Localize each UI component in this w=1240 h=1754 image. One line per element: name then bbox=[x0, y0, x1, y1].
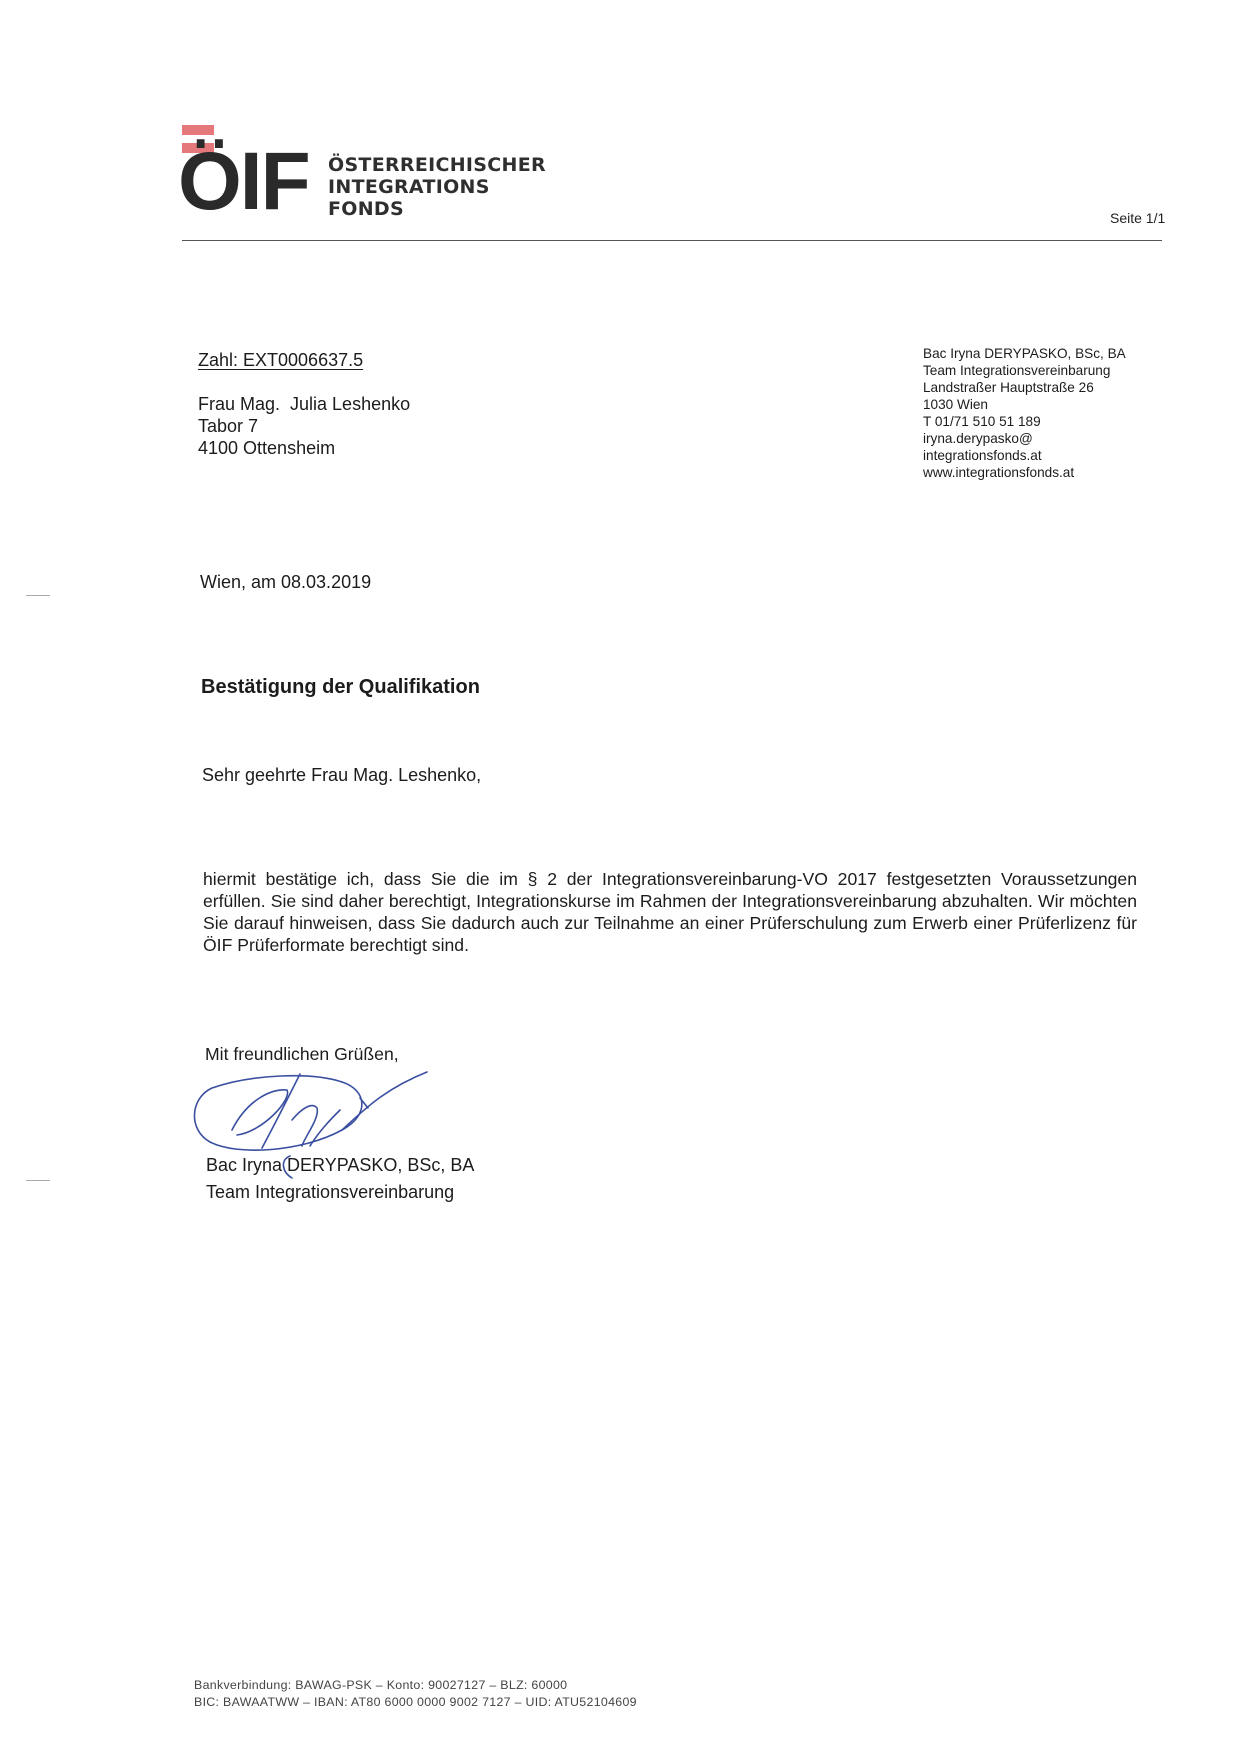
letter-body: hiermit bestätige ich, dass Sie die im § 2 der Integrationsvereinbarung-VO 2017 festgesetzten Voraussetzungen erfüllen. Sie sind daher berechtigt, Integrationskurse im Rahmen der Integrationsvereinbarung abzuhalten. Wir möchten Sie darauf hinweisen, dass Sie dadurch auch zur Teilnahme an einer Prüferschulung zum Erwerb einer Prüferlizenz für ÖIF Prüferformate berechtigt sind. bbox=[203, 869, 1137, 955]
logo-mark: ÖIF bbox=[178, 136, 309, 227]
sender-name: Bac Iryna DERYPASKO, BSc, BA bbox=[923, 346, 1126, 361]
footer-line-2: BIC: BAWAATWW – IBAN: AT80 6000 0000 9002 7127 – UID: ATU52104609 bbox=[194, 1695, 637, 1709]
oif-logo bbox=[178, 125, 562, 227]
header-divider bbox=[182, 240, 1162, 241]
logo-line-2: INTEGRATIONS bbox=[328, 176, 490, 198]
footer-line-1: Bankverbindung: BAWAG-PSK – Konto: 90027127 – BLZ: 60000 bbox=[194, 1678, 568, 1692]
signer-team: Team Integrationsvereinbarung bbox=[206, 1182, 455, 1202]
fold-mark-bottom bbox=[26, 1180, 50, 1181]
bank-details-footer bbox=[194, 1677, 637, 1711]
reference-number: Zahl: EXT0006637.5 bbox=[198, 350, 364, 370]
sender-website: www.integrationsfonds.at bbox=[923, 465, 1075, 480]
recipient-street: Tabor 7 bbox=[198, 416, 259, 436]
closing-phrase: Mit freundlichen Grüßen, bbox=[205, 1044, 399, 1064]
fold-mark-top bbox=[26, 595, 50, 596]
sender-email-line-1: iryna.derypasko@ bbox=[923, 431, 1033, 446]
sender-phone: T 01/71 510 51 189 bbox=[923, 414, 1041, 429]
logo-line-3: FONDS bbox=[328, 198, 404, 220]
letter-subject: Bestätigung der Qualifikation bbox=[201, 676, 480, 698]
page-number: Seite 1/1 bbox=[1110, 210, 1166, 226]
recipient-name: Frau Mag. Julia Leshenko bbox=[198, 394, 411, 414]
logo-accent-bar-top bbox=[182, 125, 214, 135]
sender-email-line-2: integrationsfonds.at bbox=[923, 448, 1042, 463]
letter-date: Wien, am 08.03.2019 bbox=[200, 572, 372, 592]
signer-name: Bac Iryna DERYPASKO, BSc, BA bbox=[206, 1155, 475, 1175]
recipient-address bbox=[198, 393, 410, 459]
sender-street: Landstraßer Hauptstraße 26 bbox=[923, 380, 1094, 395]
sender-contact-block bbox=[923, 345, 1126, 481]
signer-block bbox=[206, 1152, 474, 1206]
salutation: Sehr geehrte Frau Mag. Leshenko, bbox=[202, 765, 482, 785]
sender-team: Team Integrationsvereinbarung bbox=[923, 363, 1111, 378]
recipient-city: 4100 Ottensheim bbox=[198, 438, 336, 458]
logo-wordmark bbox=[328, 154, 546, 220]
sender-city: 1030 Wien bbox=[923, 397, 988, 412]
logo-line-1: ÖSTERREICHISCHER bbox=[328, 154, 546, 176]
